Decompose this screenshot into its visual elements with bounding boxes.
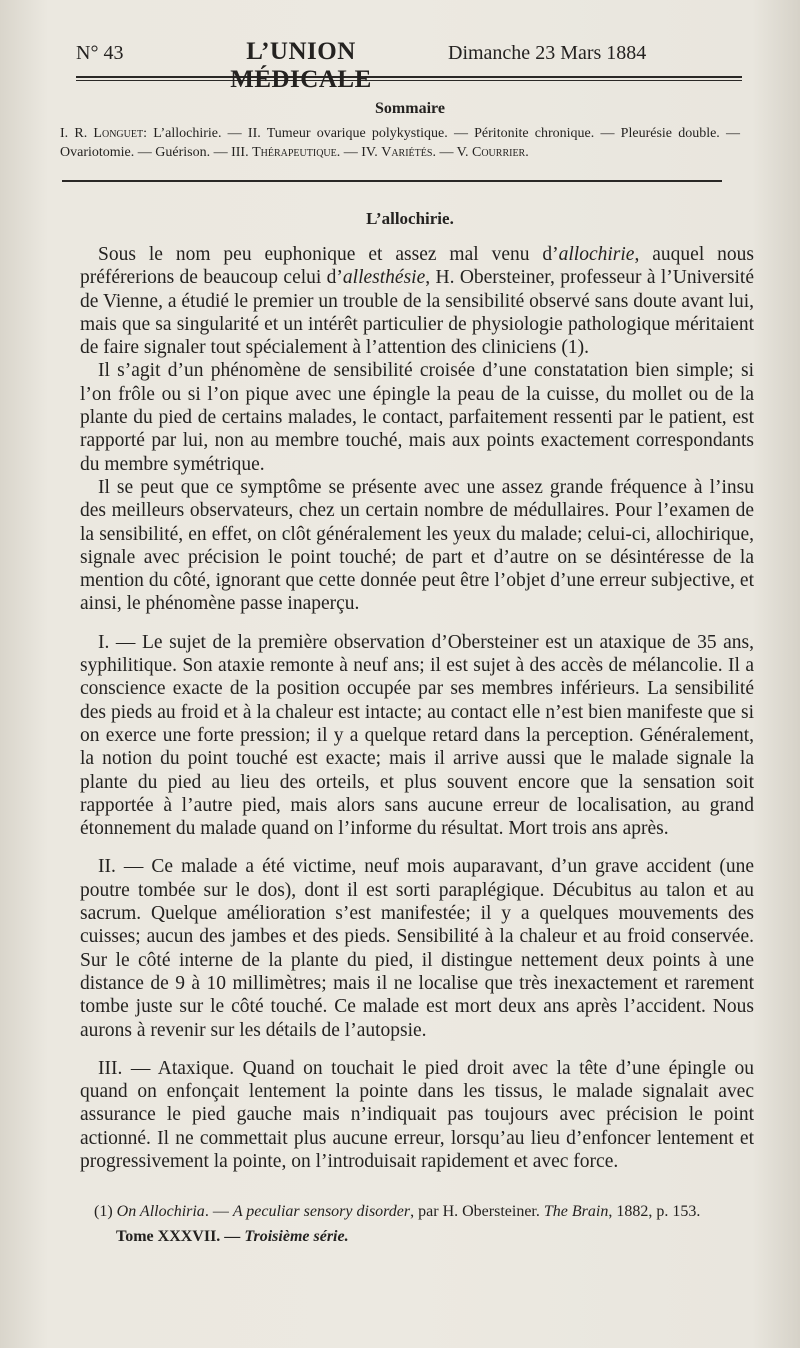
footnote (94, 1201, 754, 1222)
footnote-number: (1) (94, 1203, 113, 1221)
sommaire-item3-num: III. (231, 145, 249, 160)
observation-3: III. — Ataxique. Quand on touchait le pied droit avec la tête d’une épingle ou quand on enfonçait lentement la pointe dans les tissus, le malade signalait avec assurance le pied gauche mais n’indiquait pas toujours avec précision le point actionné. Il ne commettait plus aucune erreur, lorsqu’au lieu d’enfoncer lentement et progressivement la pointe, on l’introduisait rapidement et avec force. (80, 1057, 754, 1172)
journal-title: L’UNION MÉDICALE (230, 38, 372, 93)
article-title: L’allochirie. (366, 209, 454, 228)
p1-term-allochirie: allochirie (558, 244, 635, 265)
paragraph-3: Il se peut que ce symptôme se présente avec une assez grande fréquence à l’insu des meilleurs observateurs, chez un certain nombre de médullaires. Pour l’examen de la sensibilité, en effet, on clôt généralement les yeux du malade; celui-ci, allochirique, signale avec précision le point touché; de part et d’autre on se désintéresse de la mention du côté, ignorant que cette donnée peut être l’objet d’une erreur subjective, et ainsi, le phénomène passe inaperçu. (80, 476, 754, 615)
observation-1: I. — Le sujet de la première observation d’Obersteiner est un ataxique de 35 ans, syphilitique. Son ataxie remonte à neuf ans; il est sujet à des accès de mélancolie. Il a conscience exacte de la position occupée par ses membres inférieurs. La sensibilité des pieds au froid et à la chaleur est intacte; au contact elle n’est bien manifeste que si on exerce une forte pression; il y a quelque retard dans la perception. Généralement, la notion du point touché est exacte; mais il arrive aussi que le malade signale la plante du pied au lieu des orteils, et plus souvent encore que la sensation soit rapportée à l’autre pied, mais alors sans aucune erreur de localisation, au grand étonnement du malade quand on l’informe du résultat. Mort trois ans après. (80, 631, 754, 840)
sommaire-item3-title: Thérapeutique (252, 145, 337, 160)
footnote-title-2: A peculiar sensory disorder (232, 1203, 411, 1221)
p1-text-b: , auquel nous préférerions de beaucoup celui d’ (80, 244, 754, 289)
serie-label: Troisième série. (244, 1228, 349, 1246)
sommaire-heading: Sommaire (375, 100, 445, 117)
sommaire-item5-title: Courrier (472, 145, 526, 160)
sommaire-item2-num: II. (247, 126, 261, 141)
footnote-ref: , 1882, p. 153. (608, 1203, 701, 1221)
article-body (80, 243, 754, 1173)
footnote-title-1: On Allochiria (116, 1203, 205, 1221)
sommaire-item2-text: Tumeur ovarique polykystique. — Péritonite chronique. — Pleurésie double. — Ovariotomie. — Guérison. — (60, 126, 741, 160)
p1-text-c: , H. Obersteiner, professeur à l’Université de Vienne, a étudié le premier un trouble de la sensibilité observé sans doute avant lui, mais que sa singularité et un intérêt particulier de physiologie pathologique méritaient de faire signaler tout spécialement à l’attention des cliniciens (1). (80, 267, 754, 359)
observation-2: II. — Ce malade a été victime, neuf mois auparavant, d’un grave accident (une poutre tombée sur le dos), dont il est sorti paraplégique. Décubitus au talon et au sacrum. Quelque amélioration s’est manifestée; il y a quelques mouvements des cuisses; aucun des jambes et des pieds. Sensibilité à la chaleur et au froid conservée. Sur le côté interne de la plante du pied, il distingue nettement deux points à une distance de 9 à 10 millimètres; mais il ne localise que très inexactement et rarement tombe juste sur le côté touché. Ce malade est mort deux ans après l’accident. Nous aurons à revenir sur les détails de l’autopsie. (80, 856, 754, 1041)
sommaire-item4-num: . — IV. (336, 145, 378, 160)
sommaire-item1-num: I. (60, 126, 69, 141)
sommaire-item5-end: . (525, 145, 529, 160)
page-header (62, 38, 758, 93)
paragraph-2: Il s’agit d’un phénomène de sensibilité croisée d’une constatation bien simple; si l’on frôle ou si l’on pique avec une épingle la peau de la cuisse, du mollet ou de la plante du pied de certains malades, le contact, parfaitement ressenti par le patient, est rapporté par lui, non au membre touché, mais aux points exactement correspondants du membre symétrique. (80, 360, 754, 475)
sommaire-item1-text: : L’allochirie. — (143, 126, 242, 141)
p1-term-allesthesie: allesthésie (342, 267, 426, 289)
footnote-journal: The Brain (543, 1203, 609, 1221)
issue-number: N° 43 (76, 42, 124, 64)
sommaire-item5-num: . — V. (432, 145, 469, 160)
paragraph-1 (80, 243, 754, 359)
sommaire-contents (60, 124, 740, 162)
section-rule (62, 180, 722, 182)
footnote-sep: . — (204, 1203, 233, 1221)
footnote-author: , par H. Obersteiner. (410, 1203, 540, 1221)
tome-label: Tome XXXVII. — (116, 1228, 241, 1246)
page-footer (116, 1228, 758, 1246)
issue-date: Dimanche 23 Mars 1884 (448, 42, 647, 64)
p1-text-a: Sous le nom peu euphonique et assez mal venu d’ (98, 244, 559, 265)
sommaire-item4-title: Variétés (381, 145, 433, 160)
sommaire-item1-author: R. Longuet (74, 126, 144, 141)
